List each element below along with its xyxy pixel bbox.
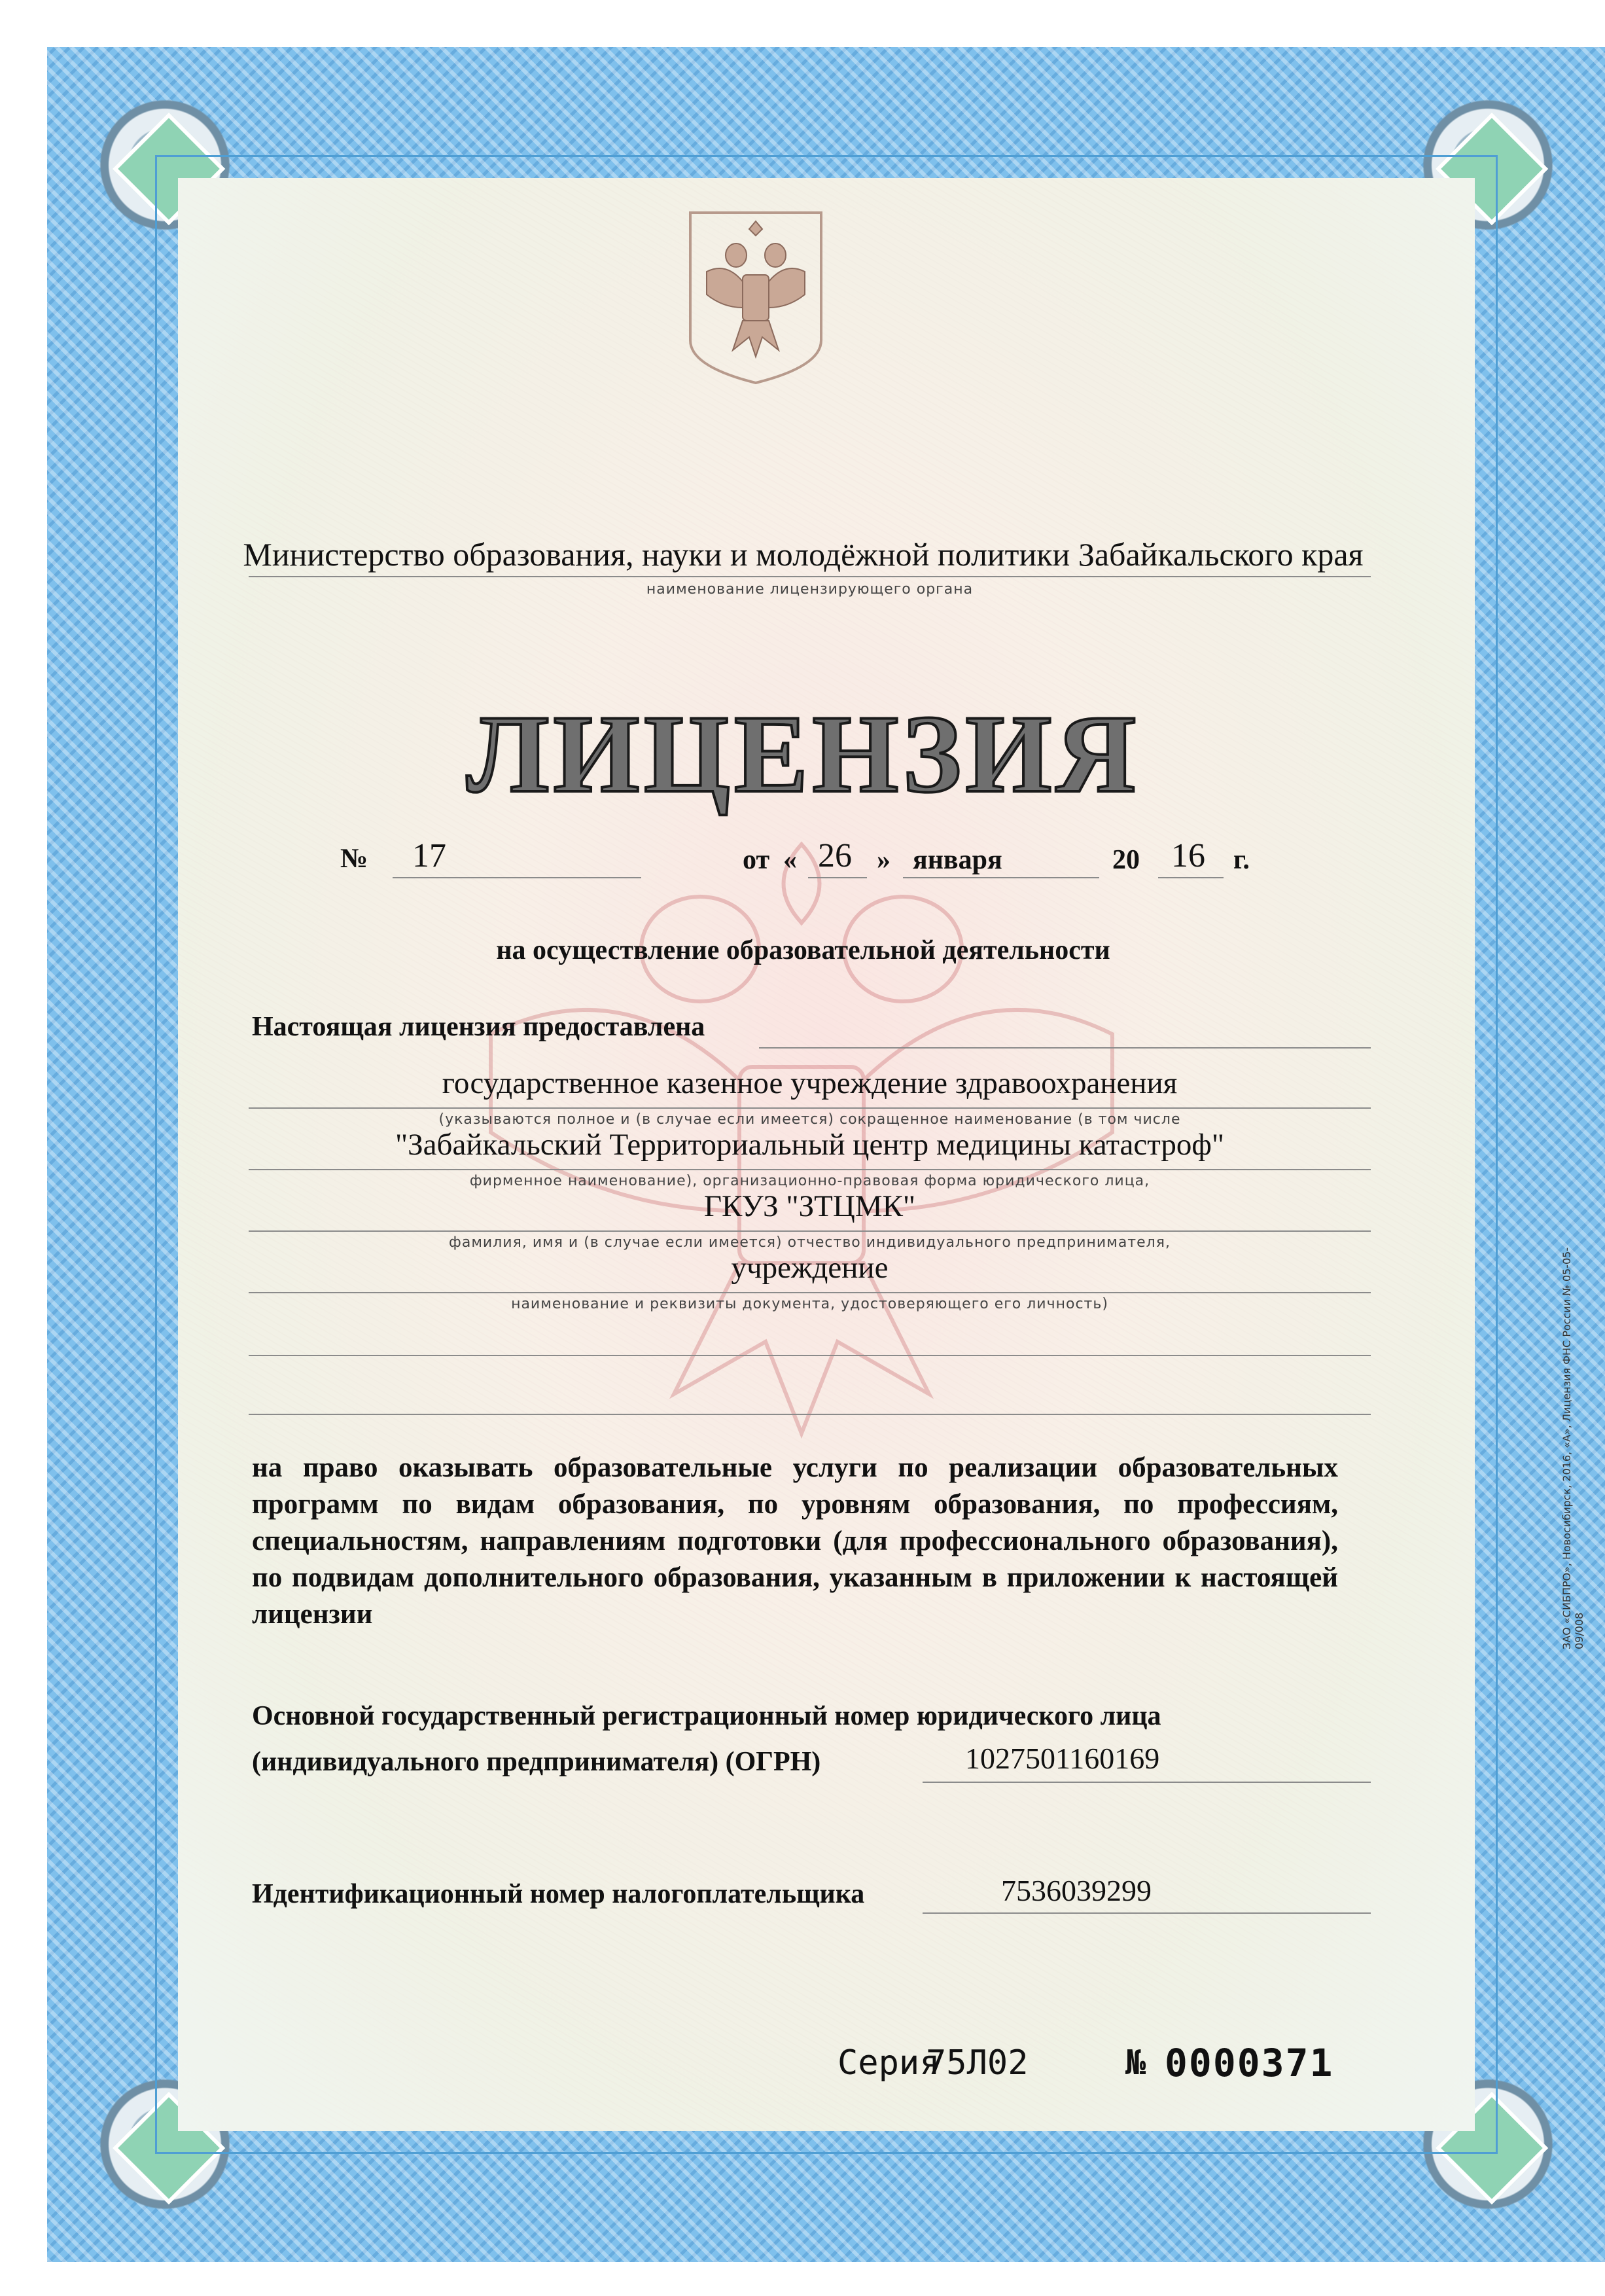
inn-label: Идентификационный номер налогоплательщика (252, 1879, 865, 1909)
inn-underline (923, 1912, 1371, 1914)
grantee-underline-1 (249, 1107, 1371, 1109)
issuer-underline (249, 576, 1371, 577)
grantee-line-1: государственное казенное учреждение здравоохранения (442, 1066, 1178, 1100)
license-number: 17 (412, 837, 446, 874)
issuer-name: Министерство образования, науки и молодёжной политики Забайкальского края (243, 536, 1364, 573)
date-month: января (913, 845, 1002, 875)
coat-of-arms-icon (687, 209, 824, 386)
series-number: 0000371 (1165, 2041, 1334, 2085)
printer-note: ЗАО «СИБПРО», Новосибирск, 2016, «А», Лицензия ФНС России № 05-05-09/008 (1561, 1247, 1585, 1649)
month-underline (903, 877, 1099, 878)
ogrn-label-line-1: Основной государственный регистрационный номер юридического лица (252, 1701, 1161, 1731)
inn-value: 7536039299 (1001, 1874, 1152, 1907)
grantee-line-3: ГКУЗ "ЗТЦМК" (703, 1189, 916, 1223)
grantee-caption-2: фирменное наименование), организационно-правовая форма юридического лица, (469, 1173, 1150, 1189)
document-title: ЛИЦЕНЗИЯ (466, 692, 1140, 816)
issuer-caption: наименование лицензирующего органа (646, 581, 974, 598)
number-underline (393, 877, 641, 878)
ogrn-label-line-2: (индивидуального предпринимателя) (ОГРН) (252, 1747, 821, 1777)
ogrn-underline (923, 1782, 1371, 1783)
blank-underline-1 (249, 1355, 1371, 1356)
year-underline (1158, 877, 1224, 878)
grantee-caption-3: фамилия, имя и (в случае если имеется) отчество индивидуального предпринимателя, (449, 1234, 1171, 1251)
date-day: 26 (818, 837, 852, 874)
year-unit: г. (1233, 845, 1250, 875)
grantee-line-4: учреждение (731, 1251, 889, 1285)
grantee-underline-2 (249, 1169, 1371, 1170)
number-label: № (340, 844, 368, 874)
grantee-caption-4: наименование и реквизиты документа, удостоверяющего его личность) (511, 1296, 1108, 1312)
day-underline (808, 877, 867, 878)
series-label: Серия (838, 2043, 940, 2083)
grantee-underline-4 (249, 1292, 1371, 1293)
series-number-label: № (1125, 2043, 1146, 2083)
grantee-intro: Настоящая лицензия предоставлена (252, 1012, 705, 1042)
grantee-intro-underline (759, 1047, 1371, 1049)
ogrn-value: 1027501160169 (965, 1742, 1160, 1775)
grantee-underline-3 (249, 1230, 1371, 1232)
date-from-label: от (743, 845, 770, 875)
rights-paragraph: на право оказывать образовательные услуги по реализации образовательных программ по видам образования, по уровням образования, по профессиям, специальностям, направлениям подготовки (для профессионального образования), по подвидам дополнительного образования, указанным в приложении к настоящей лицензии (252, 1452, 1338, 1630)
date-quote-open: « (783, 845, 797, 875)
grantee-caption-1: (указываются полное и (в случае если имеется) сокращенное наименование (в том числе (438, 1111, 1181, 1128)
year-prefix: 20 (1112, 845, 1140, 875)
license-purpose: на осуществление образовательной деятельности (496, 935, 1110, 965)
date-quote-close: » (877, 845, 891, 875)
blank-underline-2 (249, 1414, 1371, 1415)
year-suffix: 16 (1171, 837, 1205, 874)
series-value: 75Л02 (926, 2043, 1029, 2083)
grantee-line-2: "Забайкальский Территориальный центр медицины катастроф" (395, 1128, 1225, 1162)
